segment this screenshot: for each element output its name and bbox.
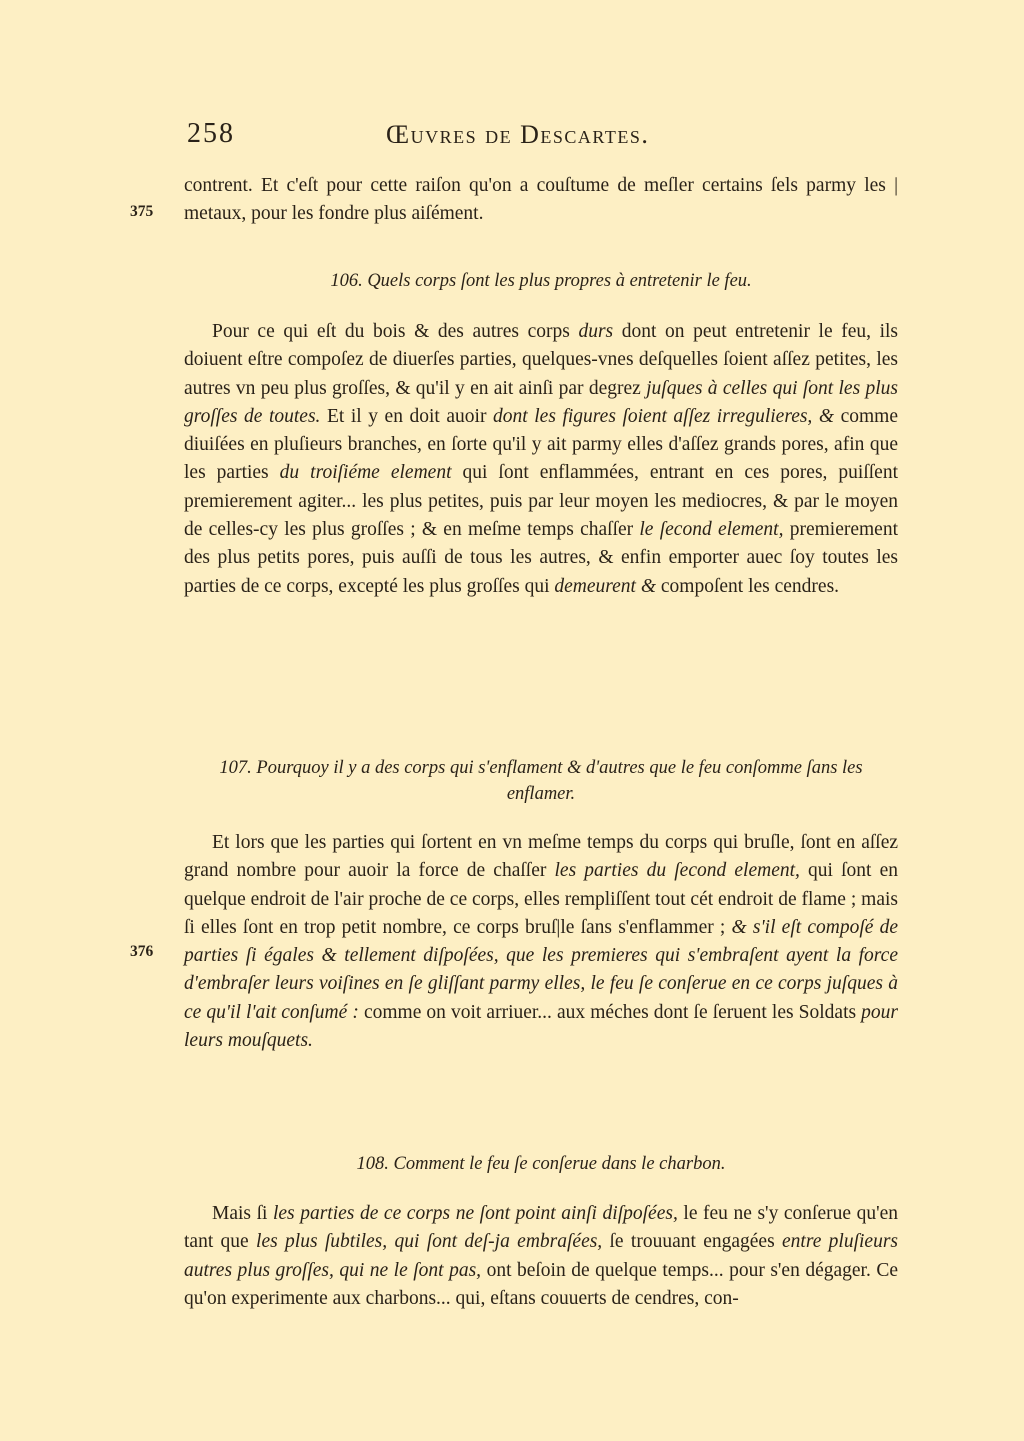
- text-run: comme diuiſées en pluſieurs branches, en ſorte qu'il y ait parmy elles d'aſſez grands pores, afin que les parties: [184, 405, 898, 484]
- text-run: comme on voit arriuer... aux méches dont ſe ſeruent les Soldats: [358, 1001, 862, 1023]
- italic-run: les parties de ce corps ne ſont point ainſi diſpoſées,: [272, 1203, 678, 1224]
- text-run: qui ſont enflammées, entrant en ces pores, puiſſent premierement agiter... les plus petites, puis par leur moyen les mediocres, & par le moyen de celles-cy les plus groſſes ; & en meſme temps chaſſer: [184, 462, 899, 541]
- italic-run: dont les figures ſoient aſſez irregulieres, &: [493, 405, 835, 427]
- margin-number: 375: [130, 203, 154, 220]
- italic-run: pour leurs mouſquets.: [184, 1001, 898, 1052]
- paragraph-continuation: contrent. Et c'eſt pour cette raiſon qu'on a couſtume de meſler certains ſels parmy les | metaux, pour les fondre plus aiſément.: [184, 175, 898, 225]
- text-run: ont beſoin de quelque temps... pour s'en dégager. Ce qu'on experimente aux charbons... qui, eſtans couuerts de cendres, con-: [184, 1259, 898, 1309]
- section-heading-108: 108. Comment le feu ſe conſerue dans le charbon.: [356, 1154, 726, 1174]
- running-head: Œuvres de Descartes.: [386, 120, 650, 149]
- margin-number: 376: [130, 943, 154, 960]
- text-run: compoſent les cendres.: [656, 575, 840, 597]
- italic-run: demeurent &: [554, 575, 657, 597]
- paragraph-106: [184, 318, 898, 601]
- italic-run: les plus ſubtiles, qui ſont deſ-ja embraſées,: [256, 1231, 603, 1253]
- italic-run: juſques à celles qui ſont les plus groſſes de toutes.: [184, 377, 898, 427]
- text-run: dont on peut entretenir le feu, ils doiuent eſtre compoſez de diuerſes parties, quelques-vnes deſquelles ſoient aſſez petites, les autres vn peu plus groſſes, & qu'il y en ait ainſi par degrez: [184, 321, 899, 399]
- italic-run: les parties du ſecond element,: [554, 860, 800, 882]
- paragraph-107: [184, 829, 898, 1055]
- section-heading-106: 106. Quels corps ſont les plus propres à entretenir le feu.: [330, 271, 752, 291]
- section-heading-107: 107. Pourquoy il y a des corps qui s'enflament & d'autres que le feu conſomme ſans les enflamer.: [219, 758, 863, 804]
- italic-run: du troiſiéme element: [279, 462, 452, 484]
- text-run: Et il y en doit auoir: [320, 405, 494, 427]
- text-run: Et lors que les parties qui ſortent en vn meſme temps du corps qui bruſle, ſont en aſſez grand nombre pour auoir la force de chaſſer: [184, 832, 898, 882]
- italic-run: durs: [578, 321, 614, 342]
- text-run: le feu ne s'y conſerue qu'en tant que: [184, 1203, 899, 1253]
- italic-run: & s'il eſt compoſé de parties ſi égales & tellement diſpoſées, que les premieres qui s'embraſent ayent la force d'embraſer leurs voiſines en ſe gliſſant parmy elles, le feu ſe conſerue en ce corps juſques à ce qu'il l'ait conſumé :: [184, 916, 898, 1023]
- text-run: Pour ce qui eſt du bois & des autres corps: [212, 321, 579, 342]
- text-run: ſe trouuant engagées: [602, 1231, 782, 1253]
- paragraph-108: [184, 1200, 898, 1313]
- text-run: premierement des plus petits pores, puis auſſi de tous les autres, & enfin emporter auec ſoy toutes les parties de ce corps, excepté les plus groſſes qui: [184, 519, 898, 597]
- italic-run: le ſecond element,: [639, 519, 784, 541]
- text-run: qui ſont en quelque endroit de l'air proche de ce corps, elles rempliſſent tout cét endroit de flame ; mais ſi elles ſont en trop petit nombre, ce corps bruſ|le ſans s'enflammer ;: [184, 860, 898, 938]
- text-run: Mais ſi: [212, 1203, 273, 1224]
- page-number: 258: [187, 118, 235, 149]
- italic-run: entre pluſieurs autres plus groſſes, qui ne le ſont pas,: [184, 1231, 898, 1281]
